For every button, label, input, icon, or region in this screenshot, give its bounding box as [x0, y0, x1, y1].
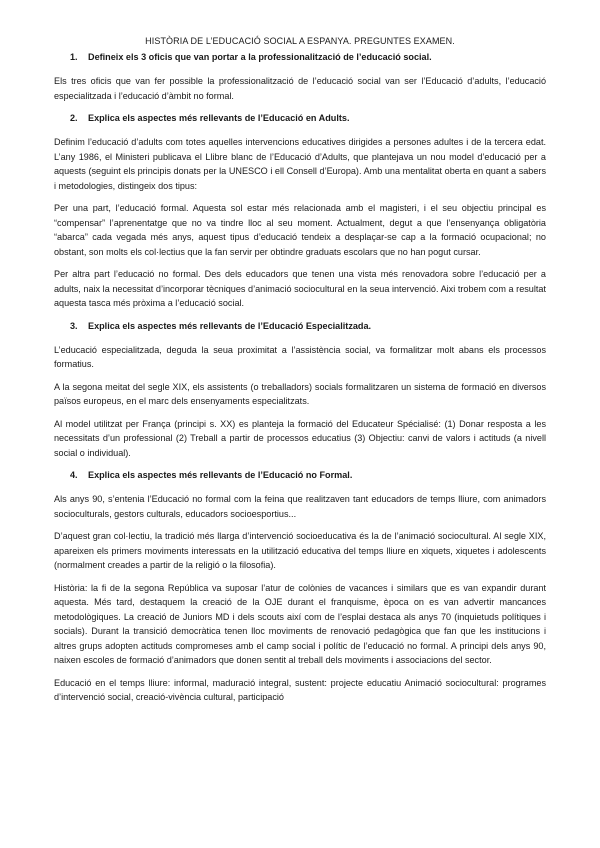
- question-text: Defineix els 3 oficis que van portar a la professionalització de l’educació social.: [88, 52, 432, 62]
- answer-paragraph: Història: la fi de la segona República va suposar l’atur de colònies de vacances i similars que es van expandir durant aquesta. Més tard, destaquem la creació de la OJE durant el franquisme, època on es van advertir mancances metodològiques. La creació de Juniors MD i dels scouts així com de l’esplai destaca als anys 70 (inquietuds polítiques i socials). Durant la transició democràtica tenen lloc moviments de renovació pedagògica que fan que les institucions i altres grups adopten actituds compromeses amb el camp social i polític de l’educació no formal. A principi dels anys 90, naixen escoles de formació d’animadors que donen sentit al treball dels moviments i associacions del sector.: [54, 582, 546, 665]
- section-3: [54, 319, 546, 461]
- answer-paragraph: L’educació especialitzada, deguda la seua proximitat a l’assistència social, va formalitzar molt abans els processos formatius.: [54, 344, 546, 369]
- document-page: [54, 36, 546, 711]
- document-title: HISTÒRIA DE L’EDUCACIÓ SOCIAL A ESPANYA. PREGUNTES EXAMEN.: [145, 36, 455, 46]
- question-heading: [54, 50, 546, 64]
- question-text: Explica els aspectes més rellevants de l’Educació no Formal.: [88, 470, 353, 480]
- answer-paragraph: Al model utilitzat per França (principi s. XX) es planteja la formació del Educateur Spécialisé: (1) Donar resposta a les necessitats d’un professional (2) Treball a partir de processos educatius (3) Objectiu: canvi de valors i actituds (a nivell social o individual).: [54, 418, 546, 458]
- answer-paragraph: Els tres oficis que van fer possible la professionalització de l’educació social van ser l’Educació d’adults, l’educació especialitzada i l’educació d’àmbit no formal.: [54, 76, 546, 101]
- answer-paragraph: Definim l’educació d’adults com totes aquelles intervencions educatives dirigides a persones adultes i de la tercera edat. L’any 1986, el Ministeri publicava el Llibre blanc de l’Educació d’Adults, que plantejava un nou model d’educació per a aquests (seguint els principis donats per la UNESCO i ell Consell d’Europa). Amb una mentalitat oberta en quant a sabers i metodologies, distingeix dos tipus:: [54, 137, 546, 191]
- question-number: 3.: [70, 320, 78, 331]
- question-number: 1.: [70, 52, 78, 62]
- section-4: [54, 468, 546, 705]
- answer-paragraph: A la segona meitat del segle XIX, els assistents (o treballadors) socials formalitzaren un sistema de formació en diversos països europeus, en el marc dels ensenyaments especialitzats.: [54, 381, 546, 406]
- answer-paragraph: Per altra part l’educació no formal. Des dels educadors que tenen una vista més renovadora sobre l’educació per a adults, naix la necessitat d’incorporar tècniques d’animació sociocultural en la seua intervenció. Aixi trobem com a resultat aquesta tasca més pròxima a l’educació social.: [54, 269, 546, 308]
- question-text: Explica els aspectes més rellevants de l’Educació en Adults.: [88, 113, 350, 123]
- question-heading: [54, 111, 546, 125]
- section-2: [54, 111, 546, 311]
- question-heading: [54, 319, 546, 333]
- question-text: Explica els aspectes més rellevants de l’Educació Especialitzada.: [88, 320, 372, 331]
- section-1: [54, 50, 546, 103]
- answer-paragraph: Per una part, l’educació formal. Aquesta sol estar més relacionada amb el magisteri, i el seu objectiu principal es “compensar” l’aprenentatge que no va tindre lloc al seu moment. Actualment, degut a que l’ensenyança obligatòria “abarca” cada vegada més anys, aquest tipus d’educació tendeix a desplaçar-se cap a la formació ocupacional; no obstant, son molts els col·lectius que la fan servir per obtindre graduats escolars que no han pogut cursar.: [54, 203, 546, 257]
- answer-paragraph: Educació en el temps lliure: informal, maduració integral, sustent: projecte educatiu Animació sociocultural: programes d’intervenció social, creació-vivència cultural, participació: [54, 677, 546, 702]
- question-heading: [54, 468, 546, 482]
- question-number: 2.: [70, 113, 78, 123]
- answer-paragraph: D’aquest gran col·lectiu, la tradició més llarga d’intervenció socioeducativa és la de l’animació sociocultural. Al segle XIX, apareixen els primers moviments interessats en la utilització educativa del temps lliure en xiquets, xiquetes i adolescents (normalment creades a partir de la religió o la filosofia).: [54, 531, 546, 570]
- question-number: 4.: [70, 470, 78, 480]
- answer-paragraph: Als anys 90, s’entenia l’Educació no formal com la feina que realitzaven tant educadors de temps lliure, com animadors socioculturals, gestors culturals, educadors socioesportius...: [54, 494, 546, 519]
